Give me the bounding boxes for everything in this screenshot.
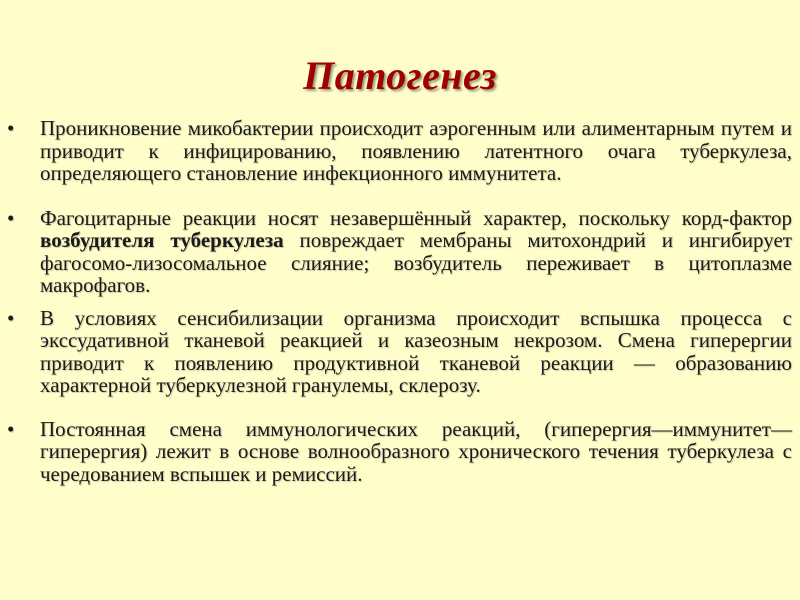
bullet-dot: • xyxy=(7,305,15,330)
bullet-item xyxy=(7,305,792,397)
bullet-text: Постоянная смена иммунологических реакций, (гиперергия—иммунитет—гиперергия) лежит в основе волнообразного хронического течения туберкулеза с чередованием вспышек и ремиссий. xyxy=(40,416,792,486)
bullet-text: В условиях сенсибилизации организма происходит вспышка процесса с экссудативной тканевой реакцией и казеозным некрозом. Смена гиперергии приводит к появлению продуктивной тканевой реакции — образованию характерной туберкулезной гранулемы, склерозу. xyxy=(40,305,792,397)
bullet-dot: • xyxy=(7,416,15,441)
bullet-item xyxy=(7,205,792,297)
bullet-text: повреждает мембраны митохондрий и ингибирует фагосомо-лизосомальное слияние; возбудитель переживает в цитоплазме макрофагов. xyxy=(40,228,792,297)
bullet-item xyxy=(7,116,792,185)
bullet-text: Фагоцитарные реакции носят незавершённый характер, поскольку корд-фактор xyxy=(40,205,792,230)
slide-title: Патогенез xyxy=(303,53,497,98)
bullet-dot: • xyxy=(7,205,15,230)
bullet-item xyxy=(7,416,792,486)
bullet-bold-text: возбудителя туберкулеза xyxy=(40,228,284,252)
bullet-dot: • xyxy=(7,116,15,140)
bullet-text: Проникновение микобактерии происходит аэрогенным или алиментарным путем и приводит к инфицированию, появлению латентного очага туберкулеза, определяющего становление инфекционного иммунитета. xyxy=(40,116,792,185)
bullet-list xyxy=(0,117,800,485)
